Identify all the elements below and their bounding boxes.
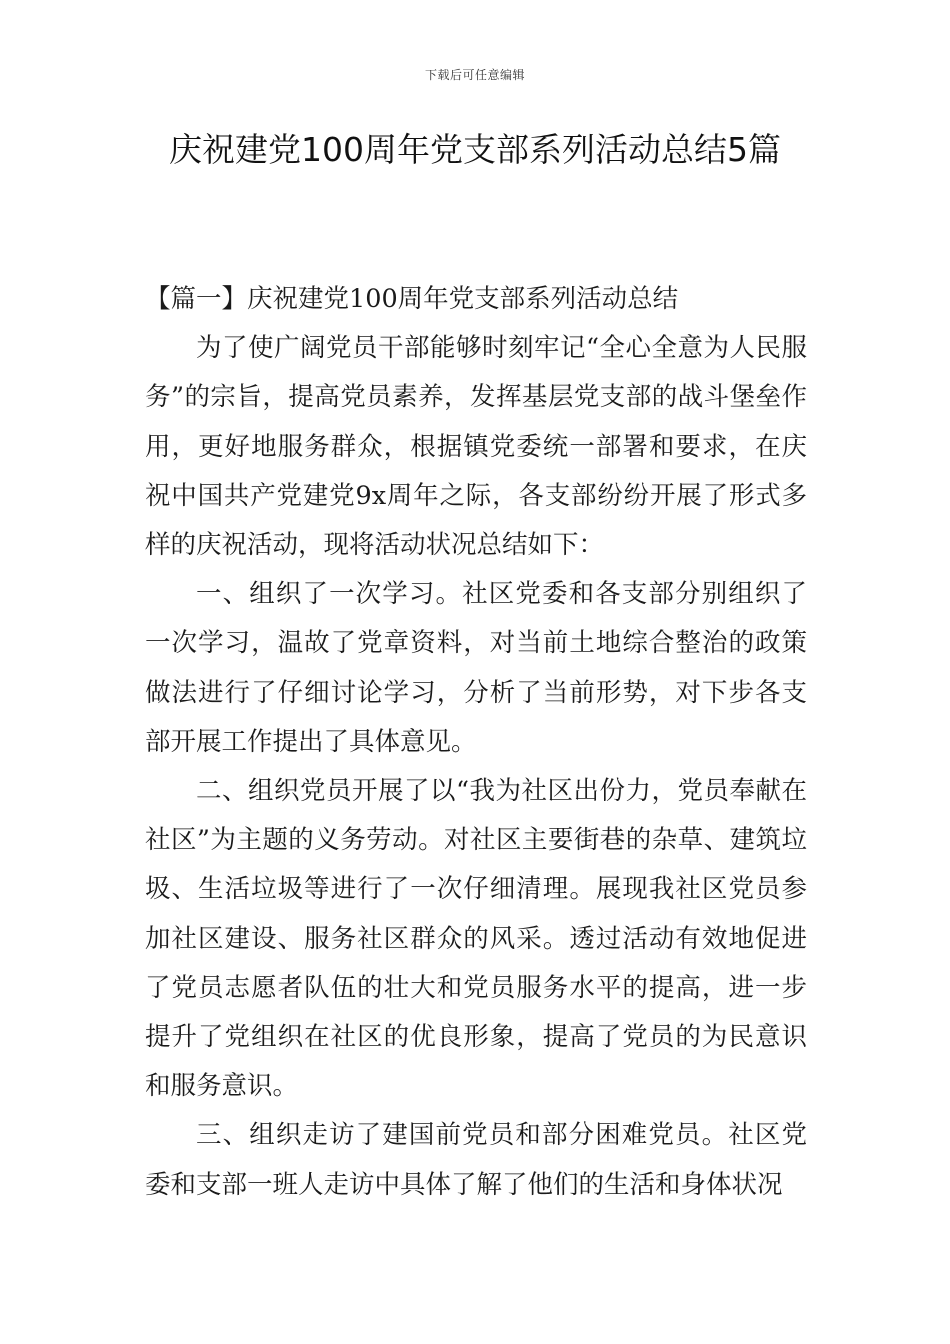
header-note: 下载后可任意编辑 [424, 68, 525, 82]
paragraph-item-3: 三、组织走访了建国前党员和部分困难党员。社区党委和支部一班人走访中具体了解了他们的生活和身体状况 [145, 1120, 807, 1200]
section-heading: 【篇一】庆祝建党100周年党支部系列活动总结 [145, 284, 679, 314]
paragraph-item-2: 二、组织党员开展了以“我为社区出份力，党员奉献在社区”为主题的义务劳动。对社区主要街巷的杂草、建筑垃圾、生活垃圾等进行了一次仔细清理。展现我社区党员参加社区建设、服务社区群众的风采。透过活动有效地促进了党员志愿者队伍的壮大和党员服务水平的提高，进一步提升了党组织在社区的优良形象，提高了党员的为民意识和服务意识。 [145, 776, 807, 1102]
paragraph-item-1: 一、组织了一次学习。社区党委和各支部分别组织了一次学习，温故了党章资料，对当前土地综合整治的政策做法进行了仔细讨论学习，分析了当前形势，对下步各支部开展工作提出了具体意见。 [145, 579, 807, 757]
document-body [145, 275, 807, 1210]
paragraph-intro: 为了使广阔党员干部能够时刻牢记“全心全意为人民服务”的宗旨，提高党员素养，发挥基层党支部的战斗堡垒作用，更好地服务群众，根据镇党委统一部署和要求，在庆祝中国共产党建党9x周年之际，各支部纷纷开展了形式多样的庆祝活动，现将活动状况总结如下： [145, 333, 807, 561]
document-title: 庆祝建党100周年党支部系列活动总结5篇 [169, 130, 781, 169]
